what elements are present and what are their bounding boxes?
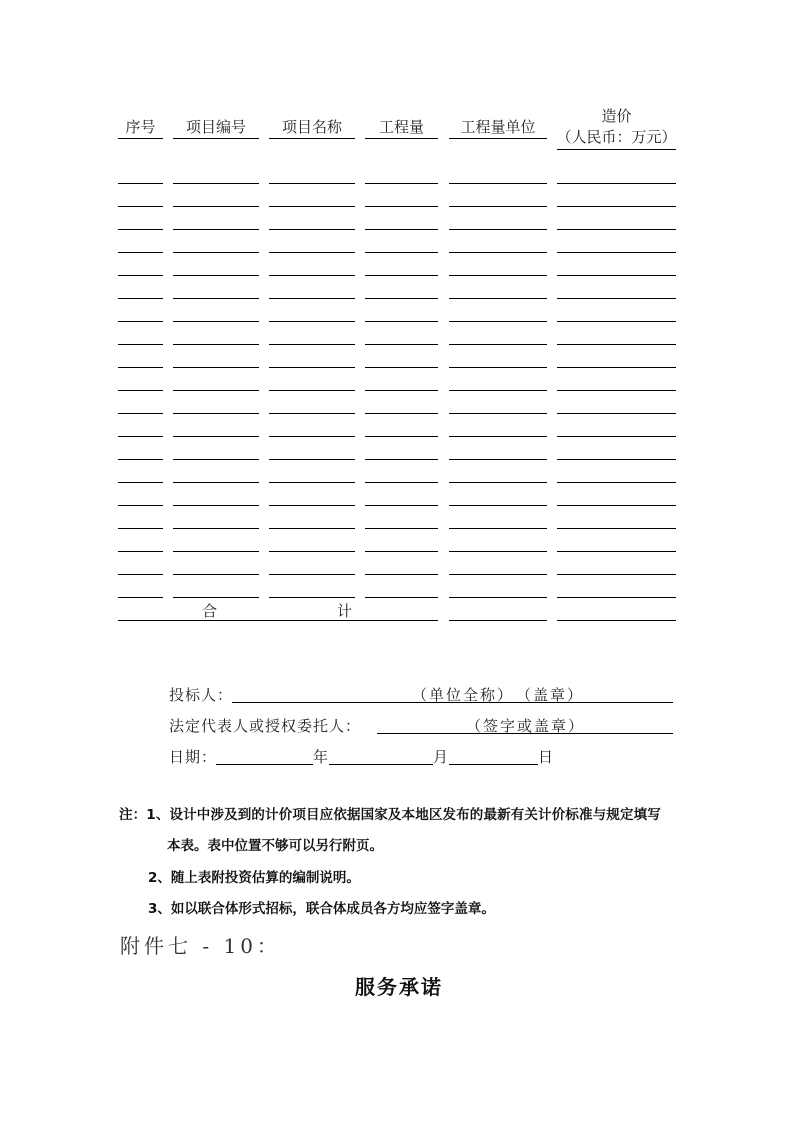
cell-project-name[interactable] bbox=[269, 505, 355, 506]
cell-project-code[interactable] bbox=[173, 413, 259, 414]
cell-quantity[interactable] bbox=[365, 344, 438, 345]
cell-price[interactable] bbox=[557, 528, 676, 529]
cell-project-name[interactable] bbox=[269, 551, 355, 552]
cell-project-name[interactable] bbox=[269, 298, 355, 299]
cell-quantity[interactable] bbox=[365, 206, 438, 207]
total-underline-price[interactable] bbox=[557, 620, 676, 621]
cell-project-code[interactable] bbox=[173, 321, 259, 322]
header-project-name: 项目名称 bbox=[281, 118, 342, 136]
cell-price[interactable] bbox=[557, 459, 676, 460]
cell-seq[interactable] bbox=[118, 390, 163, 391]
cell-project-code[interactable] bbox=[173, 298, 259, 299]
cell-quantity[interactable] bbox=[365, 459, 438, 460]
cell-seq[interactable] bbox=[118, 413, 163, 414]
header-quantity: 工程量 bbox=[378, 118, 424, 136]
date-year-label: 年 bbox=[313, 748, 330, 766]
date-year-field[interactable] bbox=[216, 764, 313, 765]
cell-price[interactable] bbox=[557, 229, 676, 230]
cell-project-code[interactable] bbox=[173, 505, 259, 506]
cell-project-name[interactable] bbox=[269, 183, 355, 184]
cell-seq[interactable] bbox=[118, 482, 163, 483]
cell-quantity-unit[interactable] bbox=[449, 252, 547, 253]
cell-seq[interactable] bbox=[118, 275, 163, 276]
cell-quantity-unit[interactable] bbox=[449, 574, 547, 575]
cell-price[interactable] bbox=[557, 436, 676, 437]
cell-quantity-unit[interactable] bbox=[449, 459, 547, 460]
bidder-label: 投标人： bbox=[169, 686, 234, 704]
cell-project-name[interactable] bbox=[269, 206, 355, 207]
cell-project-name[interactable] bbox=[269, 413, 355, 414]
cell-project-code[interactable] bbox=[173, 574, 259, 575]
representative-label: 法定代表人或授权委托人： bbox=[169, 717, 362, 735]
date-day-field[interactable] bbox=[449, 764, 538, 765]
cell-project-name[interactable] bbox=[269, 390, 355, 391]
header-underline bbox=[269, 138, 355, 139]
cell-seq[interactable] bbox=[118, 367, 163, 368]
cell-quantity-unit[interactable] bbox=[449, 183, 547, 184]
total-underline-unit[interactable] bbox=[449, 620, 547, 621]
annex-label: 附件七 - 10： bbox=[120, 934, 281, 958]
cell-quantity[interactable] bbox=[365, 505, 438, 506]
header-price-line1: 造价 bbox=[601, 107, 632, 125]
cell-seq[interactable] bbox=[118, 436, 163, 437]
cell-project-name[interactable] bbox=[269, 528, 355, 529]
cell-quantity-unit[interactable] bbox=[449, 206, 547, 207]
cell-project-name[interactable] bbox=[269, 482, 355, 483]
cell-project-code[interactable] bbox=[173, 459, 259, 460]
cell-quantity-unit[interactable] bbox=[449, 413, 547, 414]
cell-seq[interactable] bbox=[118, 574, 163, 575]
cell-quantity-unit[interactable] bbox=[449, 229, 547, 230]
cell-project-code[interactable] bbox=[173, 367, 259, 368]
cell-quantity[interactable] bbox=[365, 183, 438, 184]
cell-quantity-unit[interactable] bbox=[449, 482, 547, 483]
cell-price[interactable] bbox=[557, 551, 676, 552]
cell-quantity-unit[interactable] bbox=[449, 390, 547, 391]
cell-project-code[interactable] bbox=[173, 551, 259, 552]
cell-quantity[interactable] bbox=[365, 367, 438, 368]
cell-seq[interactable] bbox=[118, 183, 163, 184]
cell-project-name[interactable] bbox=[269, 574, 355, 575]
total-underline bbox=[118, 620, 438, 621]
cell-project-name[interactable] bbox=[269, 597, 355, 598]
cell-project-name[interactable] bbox=[269, 459, 355, 460]
cell-seq[interactable] bbox=[118, 321, 163, 322]
header-underline bbox=[118, 138, 163, 139]
cell-quantity[interactable] bbox=[365, 551, 438, 552]
cell-seq[interactable] bbox=[118, 459, 163, 460]
cell-project-code[interactable] bbox=[173, 436, 259, 437]
cell-seq[interactable] bbox=[118, 252, 163, 253]
section-title: 服务承诺 bbox=[355, 975, 443, 999]
cell-project-name[interactable] bbox=[269, 436, 355, 437]
cell-price[interactable] bbox=[557, 482, 676, 483]
cell-project-name[interactable] bbox=[269, 229, 355, 230]
cell-quantity-unit[interactable] bbox=[449, 298, 547, 299]
cell-price[interactable] bbox=[557, 505, 676, 506]
cell-seq[interactable] bbox=[118, 551, 163, 552]
cell-project-code[interactable] bbox=[173, 482, 259, 483]
cell-quantity-unit[interactable] bbox=[449, 528, 547, 529]
header-underline bbox=[449, 138, 547, 139]
cell-price[interactable] bbox=[557, 298, 676, 299]
cell-seq[interactable] bbox=[118, 597, 163, 598]
header-quantity-unit: 工程量单位 bbox=[460, 118, 536, 136]
cell-quantity[interactable] bbox=[365, 275, 438, 276]
cell-price[interactable] bbox=[557, 183, 676, 184]
date-month-label: 月 bbox=[433, 748, 450, 766]
cell-quantity[interactable] bbox=[365, 252, 438, 253]
header-underline bbox=[557, 149, 676, 150]
cell-quantity[interactable] bbox=[365, 413, 438, 414]
cell-quantity-unit[interactable] bbox=[449, 275, 547, 276]
cell-price[interactable] bbox=[557, 413, 676, 414]
cell-price[interactable] bbox=[557, 275, 676, 276]
cell-project-code[interactable] bbox=[173, 275, 259, 276]
cell-project-code[interactable] bbox=[173, 390, 259, 391]
cell-project-name[interactable] bbox=[269, 275, 355, 276]
header-seq: 序号 bbox=[125, 118, 156, 136]
cell-project-code[interactable] bbox=[173, 252, 259, 253]
cell-price[interactable] bbox=[557, 321, 676, 322]
cell-seq[interactable] bbox=[118, 505, 163, 506]
note-3: 3、如以联合体形式招标，联合体成员各方均应签字盖章。 bbox=[148, 901, 495, 917]
cell-quantity-unit[interactable] bbox=[449, 344, 547, 345]
note-1-line-2: 本表。表中位置不够可以另行附页。 bbox=[167, 838, 383, 854]
cell-seq[interactable] bbox=[118, 528, 163, 529]
cell-project-code[interactable] bbox=[173, 597, 259, 598]
cell-quantity[interactable] bbox=[365, 321, 438, 322]
cell-quantity[interactable] bbox=[365, 436, 438, 437]
cell-price[interactable] bbox=[557, 390, 676, 391]
cell-project-code[interactable] bbox=[173, 229, 259, 230]
total-label-ji: 计 bbox=[337, 602, 353, 620]
cell-project-code[interactable] bbox=[173, 183, 259, 184]
cell-quantity[interactable] bbox=[365, 482, 438, 483]
cell-seq[interactable] bbox=[118, 344, 163, 345]
header-price-line2: （人民币：万元） bbox=[556, 128, 677, 146]
header-project-code: 项目编号 bbox=[185, 118, 246, 136]
date-label: 日期： bbox=[169, 748, 218, 766]
cell-quantity[interactable] bbox=[365, 597, 438, 598]
date-month-field[interactable] bbox=[329, 764, 433, 765]
header-underline bbox=[173, 138, 259, 139]
cell-quantity-unit[interactable] bbox=[449, 321, 547, 322]
header-underline bbox=[365, 138, 438, 139]
cell-price[interactable] bbox=[557, 206, 676, 207]
cell-project-code[interactable] bbox=[173, 206, 259, 207]
cell-quantity-unit[interactable] bbox=[449, 367, 547, 368]
cell-seq[interactable] bbox=[118, 229, 163, 230]
cell-quantity[interactable] bbox=[365, 298, 438, 299]
cell-price[interactable] bbox=[557, 344, 676, 345]
bidder-hint: （单位全称） （盖章） bbox=[412, 686, 585, 704]
cell-quantity[interactable] bbox=[365, 390, 438, 391]
representative-hint: （签字或盖章） bbox=[466, 717, 586, 735]
cell-project-code[interactable] bbox=[173, 528, 259, 529]
cell-quantity-unit[interactable] bbox=[449, 436, 547, 437]
note-1-line-1: 注：1、设计中涉及到的计价项目应依据国家及本地区发布的最新有关计价标准与规定填写 bbox=[119, 807, 661, 823]
cell-price[interactable] bbox=[557, 597, 676, 598]
cell-quantity[interactable] bbox=[365, 574, 438, 575]
cell-quantity-unit[interactable] bbox=[449, 597, 547, 598]
cell-quantity[interactable] bbox=[365, 229, 438, 230]
cell-project-code[interactable] bbox=[173, 344, 259, 345]
note-2: 2、随上表附投资估算的编制说明。 bbox=[148, 870, 360, 886]
cell-seq[interactable] bbox=[118, 206, 163, 207]
cell-quantity-unit[interactable] bbox=[449, 551, 547, 552]
cell-seq[interactable] bbox=[118, 298, 163, 299]
cell-project-name[interactable] bbox=[269, 252, 355, 253]
cell-project-name[interactable] bbox=[269, 367, 355, 368]
cell-quantity-unit[interactable] bbox=[449, 505, 547, 506]
total-label-he: 合 bbox=[202, 602, 218, 620]
cell-project-name[interactable] bbox=[269, 321, 355, 322]
cell-price[interactable] bbox=[557, 367, 676, 368]
cell-price[interactable] bbox=[557, 252, 676, 253]
cell-price[interactable] bbox=[557, 574, 676, 575]
cell-project-name[interactable] bbox=[269, 344, 355, 345]
date-day-label: 日 bbox=[538, 748, 555, 766]
cell-quantity[interactable] bbox=[365, 528, 438, 529]
